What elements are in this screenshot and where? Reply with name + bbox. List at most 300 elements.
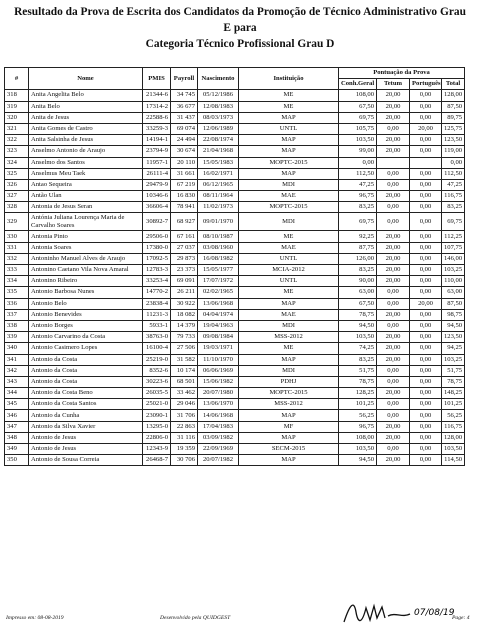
row-number: 344 — [5, 388, 29, 399]
payroll-value: 20 110 — [171, 157, 198, 168]
institution: MDI — [239, 365, 339, 376]
pmis-value: 17380-0 — [143, 242, 171, 253]
table-row — [5, 265, 465, 276]
portugues-score: 0,00 — [410, 101, 442, 112]
conh-geral-score: 94,50 — [339, 320, 377, 331]
birth-date: 15/06/1982 — [198, 376, 239, 387]
table-row — [5, 213, 465, 231]
table-row — [5, 90, 465, 101]
candidate-name: Antonio da Silva Xavier — [29, 421, 143, 432]
tetum-score: 20,00 — [377, 276, 410, 287]
col-nome: Nome — [29, 68, 143, 90]
row-number: 331 — [5, 242, 29, 253]
candidate-name: Anita Gomes de Castro — [29, 123, 143, 134]
title-line-2: E para — [223, 22, 257, 34]
pmis-value: 26468-7 — [143, 455, 171, 466]
institution: MAE — [239, 242, 339, 253]
institution: ME — [239, 90, 339, 101]
portugues-score: 0,00 — [410, 146, 442, 157]
total-score: 107,75 — [442, 242, 465, 253]
conh-geral-score: 103,50 — [339, 444, 377, 455]
row-number: 328 — [5, 202, 29, 213]
portugues-score: 0,00 — [410, 399, 442, 410]
signature-image — [340, 598, 455, 626]
row-number: 333 — [5, 265, 29, 276]
table-row — [5, 146, 465, 157]
conh-geral-score: 108,00 — [339, 432, 377, 443]
tetum-score: 20,00 — [377, 354, 410, 365]
institution: MAP — [239, 354, 339, 365]
institution: MAP — [239, 455, 339, 466]
table-row — [5, 298, 465, 309]
birth-date: 11/10/1970 — [198, 354, 239, 365]
total-score: 87,50 — [442, 101, 465, 112]
candidate-name: Antonino Ribeiro — [29, 276, 143, 287]
birth-date: 13/06/1970 — [198, 399, 239, 410]
tetum-score: 0,00 — [377, 444, 410, 455]
candidate-name: Antonio de Jesus — [29, 444, 143, 455]
pmis-value: 22806-0 — [143, 432, 171, 443]
conh-geral-score: 90,00 — [339, 276, 377, 287]
birth-date: 17/07/1972 — [198, 276, 239, 287]
portugues-score: 0,00 — [410, 112, 442, 123]
birth-date: 14/06/1968 — [198, 410, 239, 421]
candidate-name: Anita Salsinha de Jesus — [29, 135, 143, 146]
institution: MOPTC-2015 — [239, 202, 339, 213]
total-score: 63,00 — [442, 287, 465, 298]
table-row — [5, 343, 465, 354]
payroll-value: 78 941 — [171, 202, 198, 213]
pmis-value: 11957-1 — [143, 157, 171, 168]
row-number: 318 — [5, 90, 29, 101]
portugues-score: 0,00 — [410, 135, 442, 146]
table-row — [5, 135, 465, 146]
conh-geral-score: 74,25 — [339, 343, 377, 354]
pmis-value: 23794-9 — [143, 146, 171, 157]
conh-geral-score: 67,50 — [339, 101, 377, 112]
conh-geral-score: 83,25 — [339, 265, 377, 276]
results-table — [4, 67, 465, 466]
table-row — [5, 242, 465, 253]
portugues-score: 0,00 — [410, 455, 442, 466]
payroll-value: 30 706 — [171, 455, 198, 466]
table-row — [5, 332, 465, 343]
table-row — [5, 455, 465, 466]
title-line-3: Categoria Técnico Profissional Grau D — [145, 38, 335, 50]
pmis-value: 29506-0 — [143, 231, 171, 242]
birth-date: 08/10/1987 — [198, 231, 239, 242]
payroll-value: 33 462 — [171, 388, 198, 399]
portugues-score: 0,00 — [410, 179, 442, 190]
pmis-value: 23838-4 — [143, 298, 171, 309]
row-number: 334 — [5, 276, 29, 287]
payroll-value: 18 082 — [171, 309, 198, 320]
row-number: 339 — [5, 332, 29, 343]
pmis-value: 22588-6 — [143, 112, 171, 123]
payroll-value: 31 116 — [171, 432, 198, 443]
candidate-name: Antao Sequeira — [29, 179, 143, 190]
portugues-score: 0,00 — [410, 287, 442, 298]
total-score: 128,00 — [442, 432, 465, 443]
total-score: 0,00 — [442, 157, 465, 168]
col-conh-geral: Conh.Geral — [339, 79, 377, 90]
conh-geral-score: 101,25 — [339, 399, 377, 410]
tetum-score: 20,00 — [377, 146, 410, 157]
table-row — [5, 157, 465, 168]
portugues-score: 0,00 — [410, 253, 442, 264]
payroll-value: 29 873 — [171, 253, 198, 264]
tetum-score: 20,00 — [377, 135, 410, 146]
payroll-value: 79 733 — [171, 332, 198, 343]
tetum-score: 20,00 — [377, 343, 410, 354]
candidate-name: Antonia de Jesus Seran — [29, 202, 143, 213]
tetum-score: 0,00 — [377, 123, 410, 134]
table-row — [5, 309, 465, 320]
conh-geral-score: 67,50 — [339, 298, 377, 309]
institution: MAE — [239, 191, 339, 202]
candidate-name: Antonio Borges — [29, 320, 143, 331]
candidate-name: Antonio Casimero Lopes — [29, 343, 143, 354]
pmis-value: 16100-4 — [143, 343, 171, 354]
candidate-name: Anita Belo — [29, 101, 143, 112]
candidate-name: Antonia Pinto — [29, 231, 143, 242]
tetum-score: 0,00 — [377, 168, 410, 179]
payroll-value: 69 074 — [171, 123, 198, 134]
birth-date: 05/12/1986 — [198, 90, 239, 101]
payroll-value: 30 674 — [171, 146, 198, 157]
portugues-score: 0,00 — [410, 354, 442, 365]
table-row — [5, 320, 465, 331]
conh-geral-score: 78,75 — [339, 309, 377, 320]
institution: MAP — [239, 432, 339, 443]
tetum-score: 20,00 — [377, 253, 410, 264]
portugues-score: 0,00 — [410, 191, 442, 202]
candidate-name: Antonio da Costa — [29, 376, 143, 387]
institution: MDI — [239, 213, 339, 231]
candidate-name: Antonia Soares — [29, 242, 143, 253]
candidate-name: Antonio Belo — [29, 298, 143, 309]
row-number: 343 — [5, 376, 29, 387]
payroll-value: 36 677 — [171, 101, 198, 112]
portugues-score: 0,00 — [410, 231, 442, 242]
institution: UNTL — [239, 276, 339, 287]
tetum-score: 20,00 — [377, 191, 410, 202]
row-number: 332 — [5, 253, 29, 264]
pmis-value: 38763-0 — [143, 332, 171, 343]
pmis-value: 12783-3 — [143, 265, 171, 276]
row-number: 326 — [5, 179, 29, 190]
tetum-score: 20,00 — [377, 332, 410, 343]
candidate-name: Antonio da Costa — [29, 365, 143, 376]
tetum-score: 0,00 — [377, 179, 410, 190]
pmis-value: 14770-2 — [143, 287, 171, 298]
pmis-value: 30223-6 — [143, 376, 171, 387]
payroll-value: 23 373 — [171, 265, 198, 276]
total-score: 89,75 — [442, 112, 465, 123]
portugues-score: 0,00 — [410, 365, 442, 376]
conh-geral-score: 83,25 — [339, 354, 377, 365]
payroll-value: 67 219 — [171, 179, 198, 190]
col-pontuacao: Pontuação da Prova — [339, 68, 465, 79]
portugues-score: 20,00 — [410, 123, 442, 134]
birth-date: 22/09/1969 — [198, 444, 239, 455]
table-row — [5, 276, 465, 287]
conh-geral-score: 56,25 — [339, 410, 377, 421]
candidate-name: Anselmus Meu Taek — [29, 168, 143, 179]
institution: UNTL — [239, 253, 339, 264]
birth-date: 22/08/1974 — [198, 135, 239, 146]
candidate-name: Anselmo dos Santos — [29, 157, 143, 168]
row-number: 336 — [5, 298, 29, 309]
tetum-score: 0,00 — [377, 376, 410, 387]
portugues-score: 0,00 — [410, 421, 442, 432]
candidate-name: Anita de Jesus — [29, 112, 143, 123]
payroll-value: 22 863 — [171, 421, 198, 432]
row-number: 350 — [5, 455, 29, 466]
page-number: Page: 4 — [452, 615, 470, 621]
row-number: 320 — [5, 112, 29, 123]
col-tetum: Tetum — [377, 79, 410, 90]
payroll-value: 19 359 — [171, 444, 198, 455]
table-row — [5, 354, 465, 365]
row-number: 325 — [5, 168, 29, 179]
total-score: 56,25 — [442, 410, 465, 421]
candidate-name: Antonio Benevides — [29, 309, 143, 320]
conh-geral-score: 103,50 — [339, 332, 377, 343]
header-row-1 — [5, 68, 465, 79]
table-row — [5, 202, 465, 213]
conh-geral-score: 99,00 — [339, 146, 377, 157]
birth-date: 12/08/1983 — [198, 101, 239, 112]
birth-date: 12/06/1989 — [198, 123, 239, 134]
total-score: 103,25 — [442, 265, 465, 276]
candidate-name: Antonio da Costa Santos — [29, 399, 143, 410]
table-row — [5, 365, 465, 376]
institution: MOPTC-2015 — [239, 388, 339, 399]
birth-date: 20/07/1982 — [198, 455, 239, 466]
col-payroll: Payroll — [171, 68, 198, 90]
candidate-name: Antonio da Costa — [29, 354, 143, 365]
birth-date: 06/12/1965 — [198, 179, 239, 190]
birth-date: 20/07/1980 — [198, 388, 239, 399]
tetum-score: 0,00 — [377, 365, 410, 376]
total-score: 116,75 — [442, 191, 465, 202]
row-number: 330 — [5, 231, 29, 242]
institution: PDHJ — [239, 376, 339, 387]
pmis-value: 13295-0 — [143, 421, 171, 432]
pmis-value: 8352-6 — [143, 365, 171, 376]
conh-geral-score: 78,75 — [339, 376, 377, 387]
row-number: 348 — [5, 432, 29, 443]
birth-date: 21/04/1968 — [198, 146, 239, 157]
table-row — [5, 123, 465, 134]
tetum-score: 0,00 — [377, 320, 410, 331]
pmis-value: 29479-9 — [143, 179, 171, 190]
payroll-value: 14 379 — [171, 320, 198, 331]
row-number: 349 — [5, 444, 29, 455]
table-row — [5, 168, 465, 179]
birth-date: 15/05/1983 — [198, 157, 239, 168]
candidate-name: Antonio Barbosa Nunes — [29, 287, 143, 298]
institution: MDI — [239, 320, 339, 331]
row-number: 345 — [5, 399, 29, 410]
conh-geral-score: 96,75 — [339, 191, 377, 202]
birth-date: 03/08/1960 — [198, 242, 239, 253]
total-score: 69,75 — [442, 213, 465, 231]
total-score: 123,50 — [442, 135, 465, 146]
table-row — [5, 444, 465, 455]
pmis-value: 10346-6 — [143, 191, 171, 202]
conh-geral-score: 94,50 — [339, 455, 377, 466]
table-row — [5, 179, 465, 190]
table-row — [5, 399, 465, 410]
portugues-score: 0,00 — [410, 388, 442, 399]
row-number: 346 — [5, 410, 29, 421]
row-number: 340 — [5, 343, 29, 354]
tetum-score: 0,00 — [377, 213, 410, 231]
conh-geral-score: 51,75 — [339, 365, 377, 376]
results-body — [5, 90, 465, 466]
total-score: 94,25 — [442, 343, 465, 354]
col-total: Total — [442, 79, 465, 90]
tetum-score: 20,00 — [377, 432, 410, 443]
institution: UNTL — [239, 123, 339, 134]
portugues-score: 20,00 — [410, 298, 442, 309]
row-number: 327 — [5, 191, 29, 202]
institution: MOPTC-2015 — [239, 157, 339, 168]
total-score: 98,75 — [442, 309, 465, 320]
total-score: 114,50 — [442, 455, 465, 466]
conh-geral-score: 83,25 — [339, 202, 377, 213]
birth-date: 08/03/1973 — [198, 112, 239, 123]
pmis-value: 26035-5 — [143, 388, 171, 399]
candidate-name: Antonio da Costa Beno — [29, 388, 143, 399]
col-portugues: Português — [410, 79, 442, 90]
institution: MAP — [239, 135, 339, 146]
institution: MAP — [239, 112, 339, 123]
payroll-value: 68 501 — [171, 376, 198, 387]
conh-geral-score: 69,75 — [339, 112, 377, 123]
portugues-score: 0,00 — [410, 309, 442, 320]
total-score: 116,75 — [442, 421, 465, 432]
payroll-value: 68 927 — [171, 213, 198, 231]
tetum-score: 20,00 — [377, 112, 410, 123]
conh-geral-score: 108,00 — [339, 90, 377, 101]
pmis-value: 36606-4 — [143, 202, 171, 213]
table-row — [5, 432, 465, 443]
pmis-value: 14194-1 — [143, 135, 171, 146]
candidate-name: Antonio de Sousa Correia — [29, 455, 143, 466]
tetum-score: 0,00 — [377, 287, 410, 298]
tetum-score — [377, 157, 410, 168]
table-row — [5, 231, 465, 242]
candidate-name: Antonio Carvarino da Costa — [29, 332, 143, 343]
institution: MAP — [239, 298, 339, 309]
birth-date: 16/08/1982 — [198, 253, 239, 264]
total-score: 128,00 — [442, 90, 465, 101]
birth-date: 09/08/1984 — [198, 332, 239, 343]
portugues-score: 0,00 — [410, 242, 442, 253]
conh-geral-score: 112,50 — [339, 168, 377, 179]
tetum-score: 20,00 — [377, 309, 410, 320]
portugues-score: 0,00 — [410, 168, 442, 179]
institution: MSS-2012 — [239, 332, 339, 343]
table-row — [5, 410, 465, 421]
portugues-score: 0,00 — [410, 444, 442, 455]
tetum-score: 20,00 — [377, 101, 410, 112]
candidate-name: Antoninho Manuel Alves de Araujo — [29, 253, 143, 264]
pmis-value: 33259-3 — [143, 123, 171, 134]
row-number: 321 — [5, 123, 29, 134]
title-line-1: Resultado da Prova de Escrita dos Candidatos da Promoção de Técnico Administrativo Grau — [14, 6, 466, 18]
row-number: 341 — [5, 354, 29, 365]
total-score: 123,50 — [442, 332, 465, 343]
row-number: 342 — [5, 365, 29, 376]
tetum-score: 20,00 — [377, 242, 410, 253]
payroll-value: 10 174 — [171, 365, 198, 376]
conh-geral-score: 69,75 — [339, 213, 377, 231]
portugues-score: 0,00 — [410, 202, 442, 213]
total-score: 112,50 — [442, 168, 465, 179]
institution: ME — [239, 101, 339, 112]
conh-geral-score: 0,00 — [339, 157, 377, 168]
table-row — [5, 191, 465, 202]
total-score: 47,25 — [442, 179, 465, 190]
institution: MAP — [239, 168, 339, 179]
conh-geral-score: 96,75 — [339, 421, 377, 432]
birth-date: 06/06/1969 — [198, 365, 239, 376]
tetum-score: 0,00 — [377, 298, 410, 309]
row-number: 335 — [5, 287, 29, 298]
payroll-value: 31 661 — [171, 168, 198, 179]
row-number: 338 — [5, 320, 29, 331]
candidate-name: Antonio da Cunha — [29, 410, 143, 421]
birth-date: 08/11/1964 — [198, 191, 239, 202]
total-score: 51,75 — [442, 365, 465, 376]
conh-geral-score: 126,00 — [339, 253, 377, 264]
total-score: 94,50 — [442, 320, 465, 331]
portugues-score: 0,00 — [410, 410, 442, 421]
institution: MCIA-2012 — [239, 265, 339, 276]
row-number: 324 — [5, 157, 29, 168]
row-number: 322 — [5, 135, 29, 146]
table-row — [5, 388, 465, 399]
total-score: 78,75 — [442, 376, 465, 387]
table-row — [5, 287, 465, 298]
row-number: 347 — [5, 421, 29, 432]
conh-geral-score: 63,00 — [339, 287, 377, 298]
candidate-name: Antonio de Jesus — [29, 432, 143, 443]
printed-date: Impresso em: 08-08-2019 — [6, 615, 64, 621]
institution: MSS-2012 — [239, 399, 339, 410]
portugues-score: 0,00 — [410, 343, 442, 354]
payroll-value: 69 091 — [171, 276, 198, 287]
tetum-score: 20,00 — [377, 231, 410, 242]
payroll-value: 27 037 — [171, 242, 198, 253]
payroll-value: 26 211 — [171, 287, 198, 298]
tetum-score: 0,00 — [377, 202, 410, 213]
payroll-value: 31 582 — [171, 354, 198, 365]
candidate-name: Antónia Juliana Lourença Maria de Carvalho Soares — [29, 213, 143, 231]
portugues-score: 0,00 — [410, 332, 442, 343]
total-score: 146,00 — [442, 253, 465, 264]
portugues-score: 0,00 — [410, 320, 442, 331]
total-score: 119,00 — [442, 146, 465, 157]
payroll-value: 34 745 — [171, 90, 198, 101]
pmis-value: 33253-4 — [143, 276, 171, 287]
birth-date: 16/02/1971 — [198, 168, 239, 179]
portugues-score: 0,00 — [410, 213, 442, 231]
